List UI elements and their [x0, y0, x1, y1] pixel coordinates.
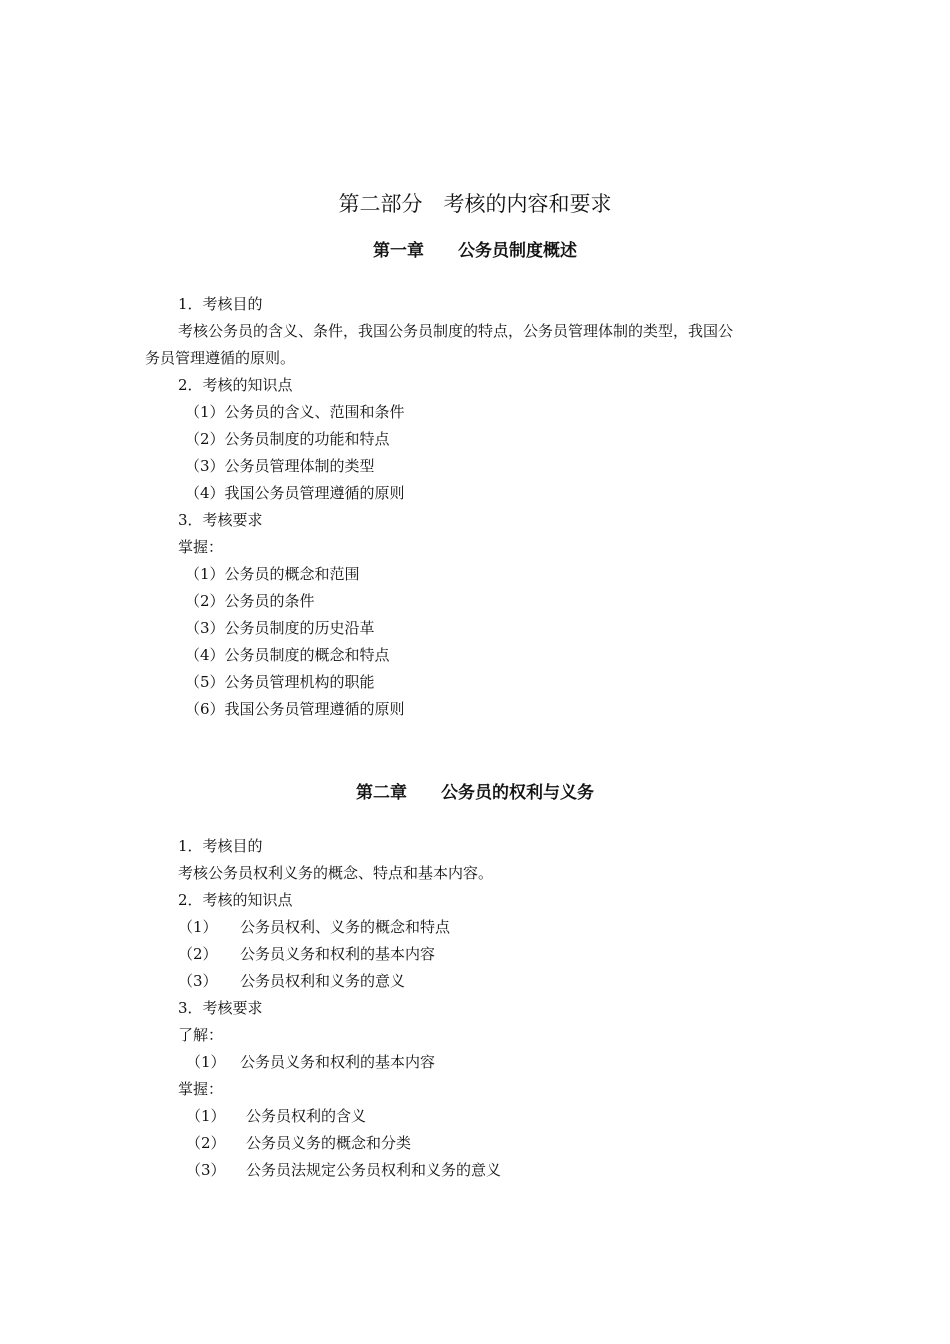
chapter1-master-item: （4）公务员制度的概念和特点 — [185, 646, 390, 664]
chapter1-knowledge-item: （4）我国公务员管理遵循的原则 — [185, 484, 405, 502]
chapter2-master-item — [186, 1133, 411, 1153]
list-number: （1） — [186, 1053, 226, 1071]
part-title: 第二部分 考核的内容和要求 — [338, 192, 612, 216]
list-number: （1） — [178, 918, 218, 936]
chapter2-master-item — [186, 1106, 366, 1126]
chapter1-master-label: 掌握： — [178, 538, 224, 556]
list-text: 公务员权利的含义 — [246, 1107, 367, 1125]
chapter2-understand-label: 了解： — [178, 1026, 224, 1044]
list-number: （3） — [178, 972, 218, 990]
chapter2-objective-heading: 1．考核目的 — [178, 837, 263, 855]
chapter2-master-label: 掌握： — [178, 1080, 224, 1098]
chapter2-requirements-heading: 3．考核要求 — [178, 999, 263, 1017]
chapter1-knowledge-item: （3）公务员管理体制的类型 — [185, 457, 375, 475]
chapter1-requirements-heading: 3．考核要求 — [178, 511, 263, 529]
list-number: （2） — [178, 945, 218, 963]
chapter2-title: 第二章 公务员的权利与义务 — [356, 783, 594, 803]
chapter1-master-item: （5）公务员管理机构的职能 — [185, 673, 375, 691]
list-text: 公务员义务的概念和分类 — [246, 1134, 412, 1152]
list-text: 公务员义务和权利的基本内容 — [240, 1053, 436, 1071]
chapter1-knowledge-heading: 2．考核的知识点 — [178, 376, 293, 394]
chapter2-knowledge-item — [178, 917, 450, 937]
chapter1-title: 第一章 公务员制度概述 — [373, 241, 577, 261]
chapter2-objective-text: 考核公务员权利义务的概念、特点和基本内容。 — [178, 864, 494, 882]
chapter2-knowledge-heading: 2．考核的知识点 — [178, 891, 293, 909]
list-number: （2） — [186, 1134, 226, 1152]
chapter2-master-item — [186, 1160, 501, 1180]
list-text: 公务员义务和权利的基本内容 — [240, 945, 436, 963]
list-number: （3） — [186, 1161, 226, 1179]
chapter1-master-item: （6）我国公务员管理遵循的原则 — [185, 700, 405, 718]
chapter1-knowledge-item: （1）公务员的含义、范围和条件 — [185, 403, 405, 421]
chapter2-knowledge-item — [178, 971, 405, 991]
list-text: 公务员权利和义务的意义 — [240, 972, 406, 990]
chapter2-understand-item — [186, 1052, 435, 1072]
chapter1-objective-text: 考核公务员的含义、条件，我国公务员制度的特点，公务员管理体制的类型，我国公 — [178, 322, 734, 340]
list-text: 公务员法规定公务员权利和义务的意义 — [246, 1161, 502, 1179]
chapter1-knowledge-item: （2）公务员制度的功能和特点 — [185, 430, 390, 448]
list-number: （1） — [186, 1107, 226, 1125]
chapter2-knowledge-item — [178, 944, 435, 964]
chapter1-objective-heading: 1．考核目的 — [178, 295, 263, 313]
list-text: 公务员权利、义务的概念和特点 — [240, 918, 451, 936]
chapter1-objective-text-cont: 务员管理遵循的原则。 — [145, 349, 296, 367]
chapter1-master-item: （3）公务员制度的历史沿革 — [185, 619, 375, 637]
chapter1-master-item: （1）公务员的概念和范围 — [185, 565, 360, 583]
chapter1-master-item: （2）公务员的条件 — [185, 592, 315, 610]
